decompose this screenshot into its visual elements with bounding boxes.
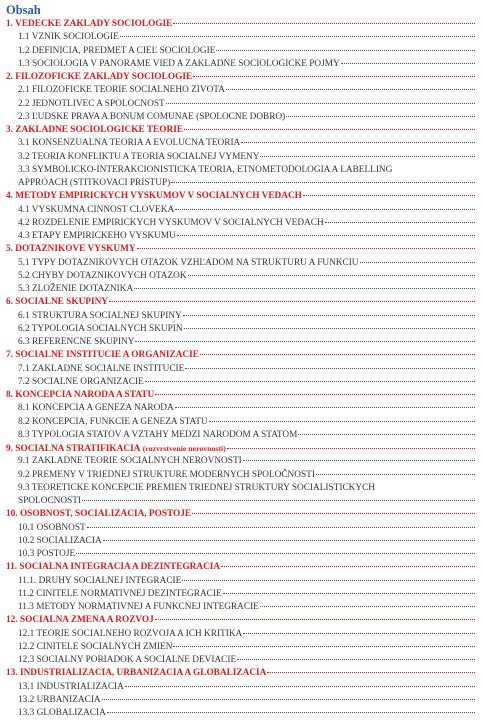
toc-item-label: 1.2 DEFINICIA, PREDMET A CIEĽ SOCIOLOGIE (18, 45, 216, 56)
toc-chapter-label: 13. INDUSTRIALIZACIA, URBANIZACIA A GLOBALIZACIA (6, 668, 267, 679)
toc-item-label: 2.3 ĽUDSKE PRAVA A BONUM COMUNAE (SPOLOCNE DOBRO) (18, 111, 286, 122)
toc-item[interactable] (6, 257, 477, 270)
toc-item-label: 4.1 VYSKUMNA CINNOST CLOVEKA (18, 204, 175, 215)
dot-leader (303, 195, 475, 196)
toc-item[interactable] (6, 31, 477, 44)
dot-leader (145, 381, 475, 382)
toc-item-label: 13.2 URBANIZACIA (18, 694, 101, 705)
toc-item[interactable] (6, 429, 477, 442)
toc-item[interactable] (6, 84, 477, 97)
dot-leader (221, 566, 475, 567)
toc-item[interactable] (6, 204, 477, 217)
dot-leader (216, 50, 475, 51)
toc-chapter-8[interactable] (6, 389, 477, 402)
dot-leader (241, 142, 475, 143)
toc-item[interactable] (6, 164, 477, 191)
toc-item-label-continued: APPROACH (STITKOVACI PRISTUP) (18, 178, 171, 188)
toc-item-label: 11.3 METODY NORMATIVNEJ A FUNKCNEJ INTEGRACIE (18, 602, 259, 612)
dot-leader (360, 262, 475, 263)
toc-item-label: 11.1. DRUHY SOCIALNEJ INTEGRACIE (18, 575, 182, 586)
toc-item[interactable] (6, 310, 477, 323)
toc-item-label: 1.1 VZNIK SOCIOLOGIE (18, 32, 119, 43)
toc-item-label: 12.2 CINITELE SOCIALNYCH ZMIEN (18, 641, 173, 652)
toc-item-label: 8.2 KONCEPCIA, FUNKCIE A GENEZA STATU (18, 416, 208, 427)
toc-item-label: 6.2 TYPOLOGIA SOCIALNYCH SKUPIN (18, 323, 183, 334)
toc-chapter-13[interactable] (6, 667, 477, 680)
toc-chapter-label: 1. VEDECKE ZAKLADY SOCIOLOGIE (6, 19, 173, 29)
toc-item[interactable] (6, 416, 477, 429)
dot-leader (267, 672, 475, 673)
toc-item[interactable] (6, 217, 477, 230)
dot-leader (166, 103, 475, 104)
dot-leader (87, 527, 475, 528)
toc-chapter-7[interactable] (6, 349, 477, 362)
dot-leader (188, 275, 475, 276)
dot-leader (325, 222, 475, 223)
toc-item[interactable] (6, 336, 477, 349)
dot-leader (155, 394, 475, 395)
dot-leader (260, 156, 475, 157)
dot-leader (76, 553, 475, 554)
dot-leader (171, 182, 475, 183)
toc-item[interactable] (6, 323, 477, 336)
toc-item-label: 5.1 TYPY DOTAZNIKOVYCH OTAZOK VZHĽADOM NA STRUKTURU A FUNKCIU (18, 257, 359, 268)
toc-item[interactable] (6, 45, 477, 58)
dot-leader (193, 76, 475, 77)
toc-chapter-10[interactable] (6, 508, 477, 521)
toc-item-label: 5.2 CHYBY DOTAZNIKOVYCH OTAZOK (18, 270, 187, 281)
toc-item[interactable] (6, 58, 477, 71)
toc-chapter-11[interactable] (6, 561, 477, 574)
toc-item[interactable] (6, 681, 477, 694)
toc-item[interactable] (6, 376, 477, 389)
toc-item-label: 6.1 STRUKTURA SOCIALNEJ SKUPINY (18, 310, 182, 321)
toc-item-label: 6.3 REFERENCNE SKUPINY (18, 337, 135, 347)
toc-chapter-label: 6. SOCIALNE SKUPINY (6, 297, 109, 308)
dot-leader (103, 540, 475, 541)
toc-chapter-5[interactable] (6, 243, 477, 256)
dot-leader (175, 209, 475, 210)
toc-item-label: 13.1 INDUSTRIALIZACIA (18, 681, 124, 692)
dot-leader (125, 686, 475, 687)
toc-item[interactable] (6, 588, 477, 601)
dot-leader (286, 116, 475, 117)
toc-item-label: 10.1 OSOBNOST (18, 522, 86, 533)
dot-leader (184, 129, 475, 130)
toc-item-label: 9.3 TEORETICKE KONCEPCIE PREMIEN TRIEDNEJ STRUKTURY SOCIALISTICKYCH (18, 482, 375, 493)
toc-item-label: 3.2 TEORIA KONFLIKTU A TEORIA SOCIALNEJ VYMENY (18, 151, 260, 162)
toc-item-label: 11.2 CINITELE NORMATIVNEJ DEZINTEGRACIE (18, 588, 222, 599)
dot-leader (175, 407, 475, 408)
toc-chapter-label: 12. SOCIALNA ZMENA A ROZVOJ (6, 615, 154, 626)
toc-item-label: 12.1 TEORIE SOCIALNEHO ROZVOJA A ICH KRITIKA (18, 628, 243, 639)
toc-item-label: 12.3 SOCIALNY PORIADOK A SOCIALNE DEVIACIE (18, 655, 237, 665)
toc-item[interactable] (6, 469, 477, 482)
toc-item[interactable] (6, 522, 477, 535)
toc-item[interactable] (6, 111, 477, 124)
toc-item-label: 8.3 TYPOLOGIA STATOV A VZTAHY MEDZI NARODOM A STATOM (18, 429, 298, 440)
toc-item-label: 8.1 KONCEPCIA A GENEZA NARODA (18, 403, 174, 414)
toc-item[interactable] (6, 230, 477, 243)
toc-item[interactable] (6, 694, 477, 707)
dot-leader (223, 593, 475, 594)
toc-item[interactable] (6, 482, 477, 509)
toc-item[interactable] (6, 98, 477, 111)
toc-title: Obsah (6, 3, 41, 17)
dot-leader (243, 633, 475, 634)
toc-item[interactable] (6, 707, 477, 720)
toc-chapter-label: 7. SOCIALNE INSTITUCIE A ORGANIZACIE (6, 350, 199, 361)
toc-item[interactable] (6, 283, 477, 296)
toc-item-label: 10.3 POSTOJE (18, 549, 76, 559)
toc-chapter-label: 5. DOTAZNIKOVE VYSKUMY (6, 244, 136, 255)
toc-item[interactable] (6, 654, 477, 667)
dot-leader (134, 288, 475, 289)
toc-item[interactable] (6, 402, 477, 415)
toc-chapter-label: 9. SOCIALNA STRATIFIKACIA (6, 444, 141, 454)
dot-leader (137, 248, 475, 249)
dot-leader (82, 500, 475, 501)
toc-chapter-1[interactable] (6, 18, 477, 31)
dot-leader (192, 513, 475, 514)
toc-chapter-2[interactable] (6, 71, 477, 84)
toc-item[interactable] (6, 548, 477, 561)
dot-leader (185, 368, 475, 369)
toc-item-label-continued: SPOLOCNOSTI (18, 496, 82, 506)
toc-item[interactable] (6, 455, 477, 468)
toc-chapter-6[interactable] (6, 296, 477, 309)
dot-leader (298, 434, 475, 435)
toc-chapter-12[interactable] (6, 614, 477, 627)
dot-leader (226, 89, 475, 90)
toc-item-label: 4.3 ETAPY EMPIRICKEHO VYSKUMU (18, 231, 176, 241)
dot-leader (177, 235, 475, 236)
dot-leader (316, 474, 475, 475)
toc-item-label: 2.2 JEDNOTLIVEC A SPOLOCNOST (18, 98, 165, 109)
dot-leader (200, 354, 475, 355)
toc-list (6, 18, 477, 720)
toc-item-label: 4.2 ROZDELENIE EMPIRICKYCH VYSKUMOV V SOCIALNYCH VEDACH (18, 217, 324, 228)
dot-leader (135, 341, 475, 342)
toc-item-label: 7.2 SOCIALNE ORGANIZACIE (18, 376, 144, 387)
toc-item[interactable] (6, 151, 477, 164)
dot-leader (107, 712, 475, 713)
toc-item[interactable] (6, 575, 477, 588)
dot-leader (182, 580, 475, 581)
dot-leader (155, 619, 475, 620)
dot-leader (173, 23, 475, 24)
toc-item-label: 7.1 ZAKLADNE SOCIALNE INSTITUCIE (18, 363, 185, 374)
toc-chapter-label: 2. FILOZOFICKE ZAKLADY SOCIOLOGIE (6, 72, 193, 82)
toc-item[interactable] (6, 137, 477, 150)
dot-leader (209, 421, 475, 422)
toc-item-label: 1.3 SOCIOLOGIA V PANORAME VIED A ZAKLADNE SOCIOLOGICKE POJMY (18, 58, 340, 69)
toc-chapter-label: 11. SOCIALNA INTEGRACIA A DEZINTEGRACIA (6, 562, 221, 573)
toc-item-label: 3.3 SYMBOLICKO-INTERAKCIONISTICKA TEORIA, ETNOMETODOLOGIA A LABELLING (18, 164, 393, 175)
toc-item-label: 9.1 ZAKLADNE TEORIE SOCIALNYCH NEROVNOSTI (18, 456, 242, 467)
dot-leader (243, 460, 475, 461)
toc-item[interactable] (6, 363, 477, 376)
dot-leader (184, 328, 475, 329)
dot-leader (183, 315, 475, 316)
toc-chapter-label: 4. METODY EMPIRICKYCH VYSKUMOV V SOCIALNYCH VEDACH (6, 191, 302, 202)
toc-chapter-3[interactable] (6, 124, 477, 137)
toc-item-label: 2.1 FILOZOFICKE TEORIE SOCIALNEHO ZIVOTA (18, 85, 225, 96)
toc-item[interactable] (6, 270, 477, 283)
dot-leader (227, 448, 475, 449)
toc-item[interactable] (6, 601, 477, 614)
toc-chapter-label-suffix: (rozvrstvenie nerovnosti) (142, 444, 226, 453)
dot-leader (109, 301, 475, 302)
toc-item-label: 9.2 PREMENY V TRIEDNEJ STRUKTURE MODERNYCH SPOLOČNOSTI (18, 469, 315, 480)
dot-leader (237, 659, 475, 660)
toc-item[interactable] (6, 535, 477, 548)
dot-leader (102, 699, 475, 700)
toc-chapter-9[interactable] (6, 442, 477, 455)
dot-leader (120, 36, 475, 37)
toc-item[interactable] (6, 628, 477, 641)
dot-leader (341, 63, 475, 64)
toc-item-label: 3.1 KONSENZUALNA TEORIA A EVOLUCNA TEORIA (18, 138, 241, 149)
toc-item-label: 10.2 SOCIALIZACIA (18, 535, 102, 546)
toc-chapter-label: 8. KONCEPCIA NARODA A STATU (6, 390, 155, 400)
toc-item[interactable] (6, 641, 477, 654)
toc-chapter-label: 10. OSOBNOST, SOCIALIZACIA, POSTOJE (6, 509, 192, 520)
dot-leader (260, 606, 475, 607)
toc-item-label: 5.3 ZLOŽENIE DOTAZNIKA (18, 284, 134, 294)
toc-item-label: 13.3 GLOBALIZACIA (18, 708, 106, 718)
toc-chapter-4[interactable] (6, 190, 477, 203)
dot-leader (173, 646, 475, 647)
toc-chapter-label: 3. ZAKLADNE SOCIOLOGICKE TEORIE (6, 125, 184, 135)
